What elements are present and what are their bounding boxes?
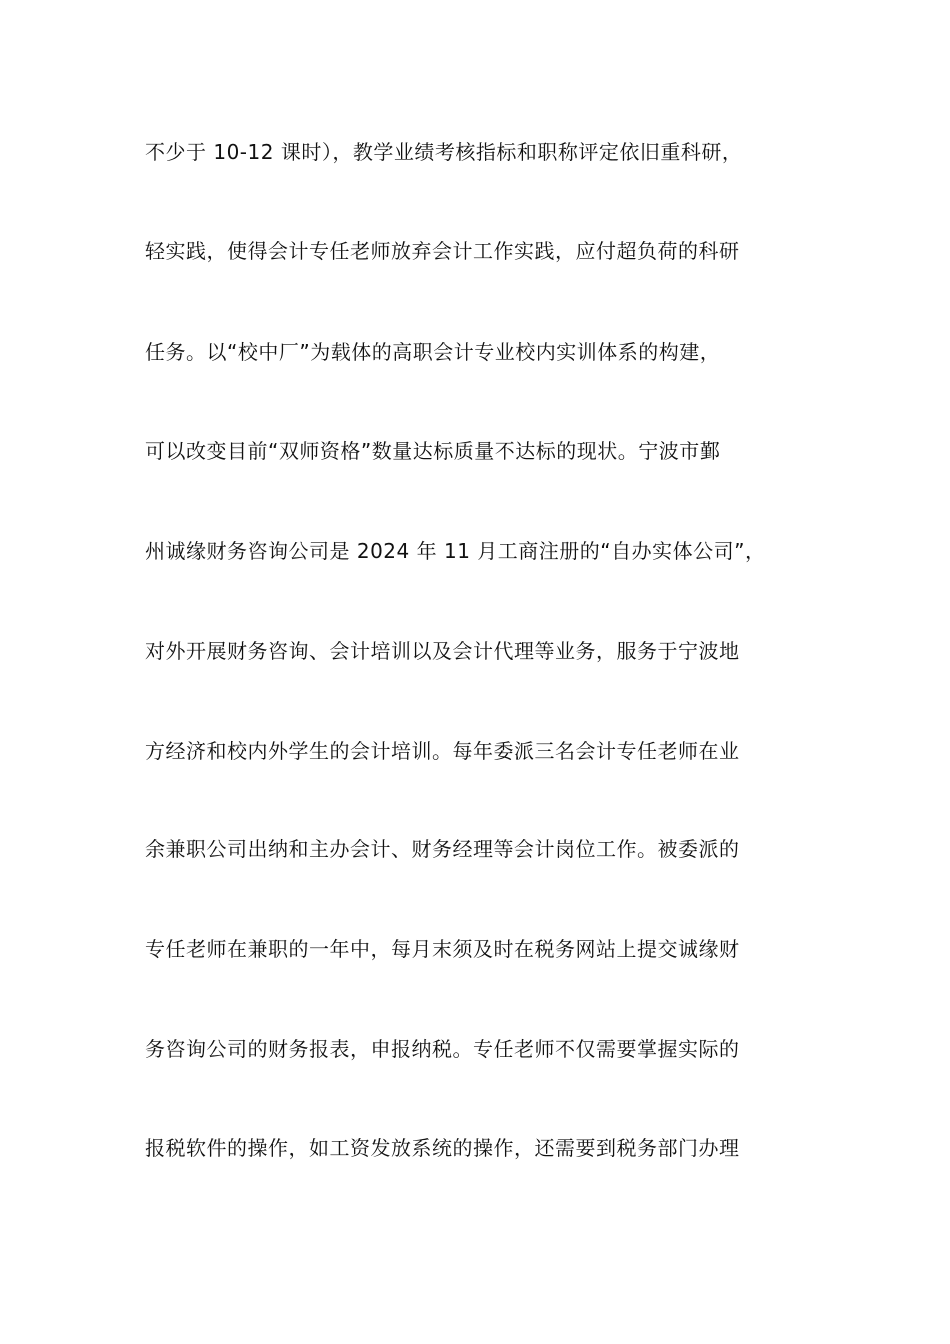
paragraph-line: 不少于 10-12 课时），教学业绩考核指标和职称评定依旧重科研，: [145, 140, 743, 164]
paragraph-line: 任务。以“校中厂”为载体的高职会计专业校内实训体系的构建，: [145, 340, 721, 364]
paragraph-line: 州诚缘财务咨询公司是 2024 年 11 月工商注册的“自办实体公司”，: [145, 539, 766, 563]
paragraph-line: 可以改变目前“双师资格”数量达标质量不达标的现状。宁波市鄞: [145, 439, 721, 463]
paragraph-line: 务咨询公司的财务报表，申报纳税。专任老师不仅需要掌握实际的: [145, 1037, 740, 1061]
paragraph-line: 余兼职公司出纳和主办会计、财务经理等会计岗位工作。被委派的: [145, 837, 740, 861]
paragraph-line: 方经济和校内外学生的会计培训。每年委派三名会计专任老师在业: [145, 739, 740, 763]
paragraph-line: 报税软件的操作，如工资发放系统的操作，还需要到税务部门办理: [145, 1136, 740, 1160]
paragraph-line: 对外开展财务咨询、会计培训以及会计代理等业务，服务于宁波地: [145, 639, 740, 663]
paragraph-line: 轻实践，使得会计专任老师放弃会计工作实践，应付超负荷的科研: [145, 239, 740, 263]
paragraph-line: 专任老师在兼职的一年中，每月末须及时在税务网站上提交诚缘财: [145, 937, 740, 961]
